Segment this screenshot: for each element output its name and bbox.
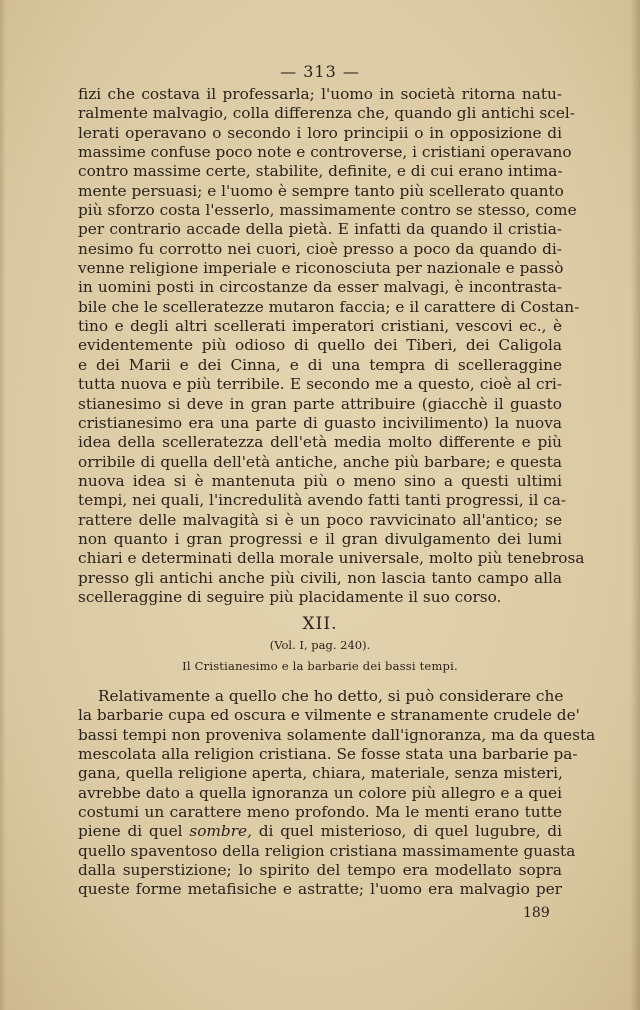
- text-line: cristianesimo era una parte di guasto incivilimento) la nuova: [78, 413, 562, 432]
- text-line: ralmente malvagio, colla differenza che, quando gli antichi scel-: [78, 104, 575, 123]
- text-line: bassi tempi non proveniva solamente dall'ignoranza, ma da questa: [78, 725, 596, 744]
- page-edge-left: [0, 0, 6, 1010]
- text-line: chiari e determinati della morale universale, molto più tenebrosa: [78, 549, 585, 568]
- text-line: quello spaventoso della religion cristiana massimamente guasta: [78, 841, 576, 860]
- text-line: massime confuse poco note e controverse, i cristiani operavano: [78, 143, 572, 162]
- folio-number: 189: [523, 905, 550, 921]
- text-line: per contrario accade della pietà. E infatti da quando il cristia-: [78, 220, 562, 239]
- text-line: la barbarie cupa ed oscura e vilmente e stranamente crudele de': [78, 706, 580, 725]
- text-line: avrebbe dato a quella ignoranza un colore più allegro e a quei: [78, 783, 562, 802]
- text-line: in uomini posti in circostanze da esser malvagi, è incontrasta-: [78, 278, 562, 297]
- text-line: tino e degli altri scellerati imperatori cristiani, vescovi ec., è: [78, 317, 562, 336]
- text-line: rattere delle malvagità si è un poco ravvicinato all'antico; se: [78, 510, 562, 529]
- text-line: tempi, nei quali, l'incredulità avendo fatti tanti progressi, il ca-: [78, 491, 567, 510]
- text-line: contro massime certe, stabilite, definite, e di cui erano intima-: [78, 162, 563, 181]
- text-line: non quanto i gran progressi e il gran divulgamento dei lumi: [78, 529, 562, 548]
- page-number: — 313 —: [280, 62, 360, 81]
- text-line: più sforzo costa l'esserlo, massimamente contro se stesso, come: [78, 201, 577, 220]
- text-line: bile che le scelleratezze mutaron faccia; e il carattere di Costan-: [78, 297, 580, 316]
- italic-word: sombre,: [189, 822, 252, 841]
- text-line-with-italic: [78, 822, 562, 841]
- text-line: mente persuasi; e l'uomo è sempre tanto più scellerato quanto: [78, 181, 564, 200]
- text-line: nuova idea si è mantenuta più o meno sino a questi ultimi: [78, 471, 562, 490]
- text-line: queste forme metafisiche e astratte; l'uomo era malvagio per: [78, 880, 562, 899]
- text-line: stianesimo si deve in gran parte attribuire (giacchè il guasto: [78, 394, 562, 413]
- text-line: presso gli antichi anche più civili, non lascia tanto campo alla: [78, 568, 562, 587]
- text-line: venne religione imperiale e riconosciuta per nazionale e passò: [78, 259, 564, 278]
- text-line: scelleraggine di seguire più placidamente il suo corso.: [78, 587, 502, 606]
- text-line: Relativamente a quello che ho detto, si può considerare che: [98, 687, 564, 705]
- text-line: dalla superstizione; lo spirito del tempo era modellato sopra: [78, 861, 562, 880]
- text-line: costumi un carattere meno profondo. Ma le menti erano tutte: [78, 803, 562, 822]
- text-line: lerati operavano o secondo i loro principii o in opposizione di: [78, 123, 562, 142]
- text-line: fizi che costava il professarla; l'uomo in società ritorna natu-: [78, 85, 562, 103]
- section-number: XII.: [302, 614, 338, 634]
- text-fragment: piene di quel: [78, 822, 183, 841]
- text-line: nesimo fu corrotto nei cuori, cioè presso a poco da quando di-: [78, 239, 562, 258]
- text-line: tutta nuova e più terribile. E secondo me a questo, cioè al cri-: [78, 375, 562, 394]
- text-line: orribile di quella dell'età antiche, anche più barbare; e questa: [78, 452, 562, 471]
- text-line: evidentemente più odioso di quello dei Tiberi, dei Caligola: [78, 336, 562, 355]
- paragraph-one: [78, 85, 585, 607]
- text-line: e dei Marii e dei Cinna, e di una tempra di scelleraggine: [78, 355, 562, 374]
- text-line: mescolata alla religion cristiana. Se fosse stata una barbarie pa-: [78, 745, 578, 764]
- text-line: gana, quella religione aperta, chiara, materiale, senza misteri,: [78, 764, 563, 783]
- section-title: Il Cristianesimo e la barbarie dei bassi tempi.: [182, 659, 458, 673]
- text-line: idea della scelleratezza dell'età media molto differente e più: [78, 433, 562, 452]
- paragraph-two: [78, 687, 596, 900]
- page-edge-right: [630, 0, 640, 1010]
- text-fragment: di quel misterioso, di quel lugubre, di: [258, 822, 562, 841]
- section-reference: (Vol. I, pag. 240).: [269, 638, 371, 652]
